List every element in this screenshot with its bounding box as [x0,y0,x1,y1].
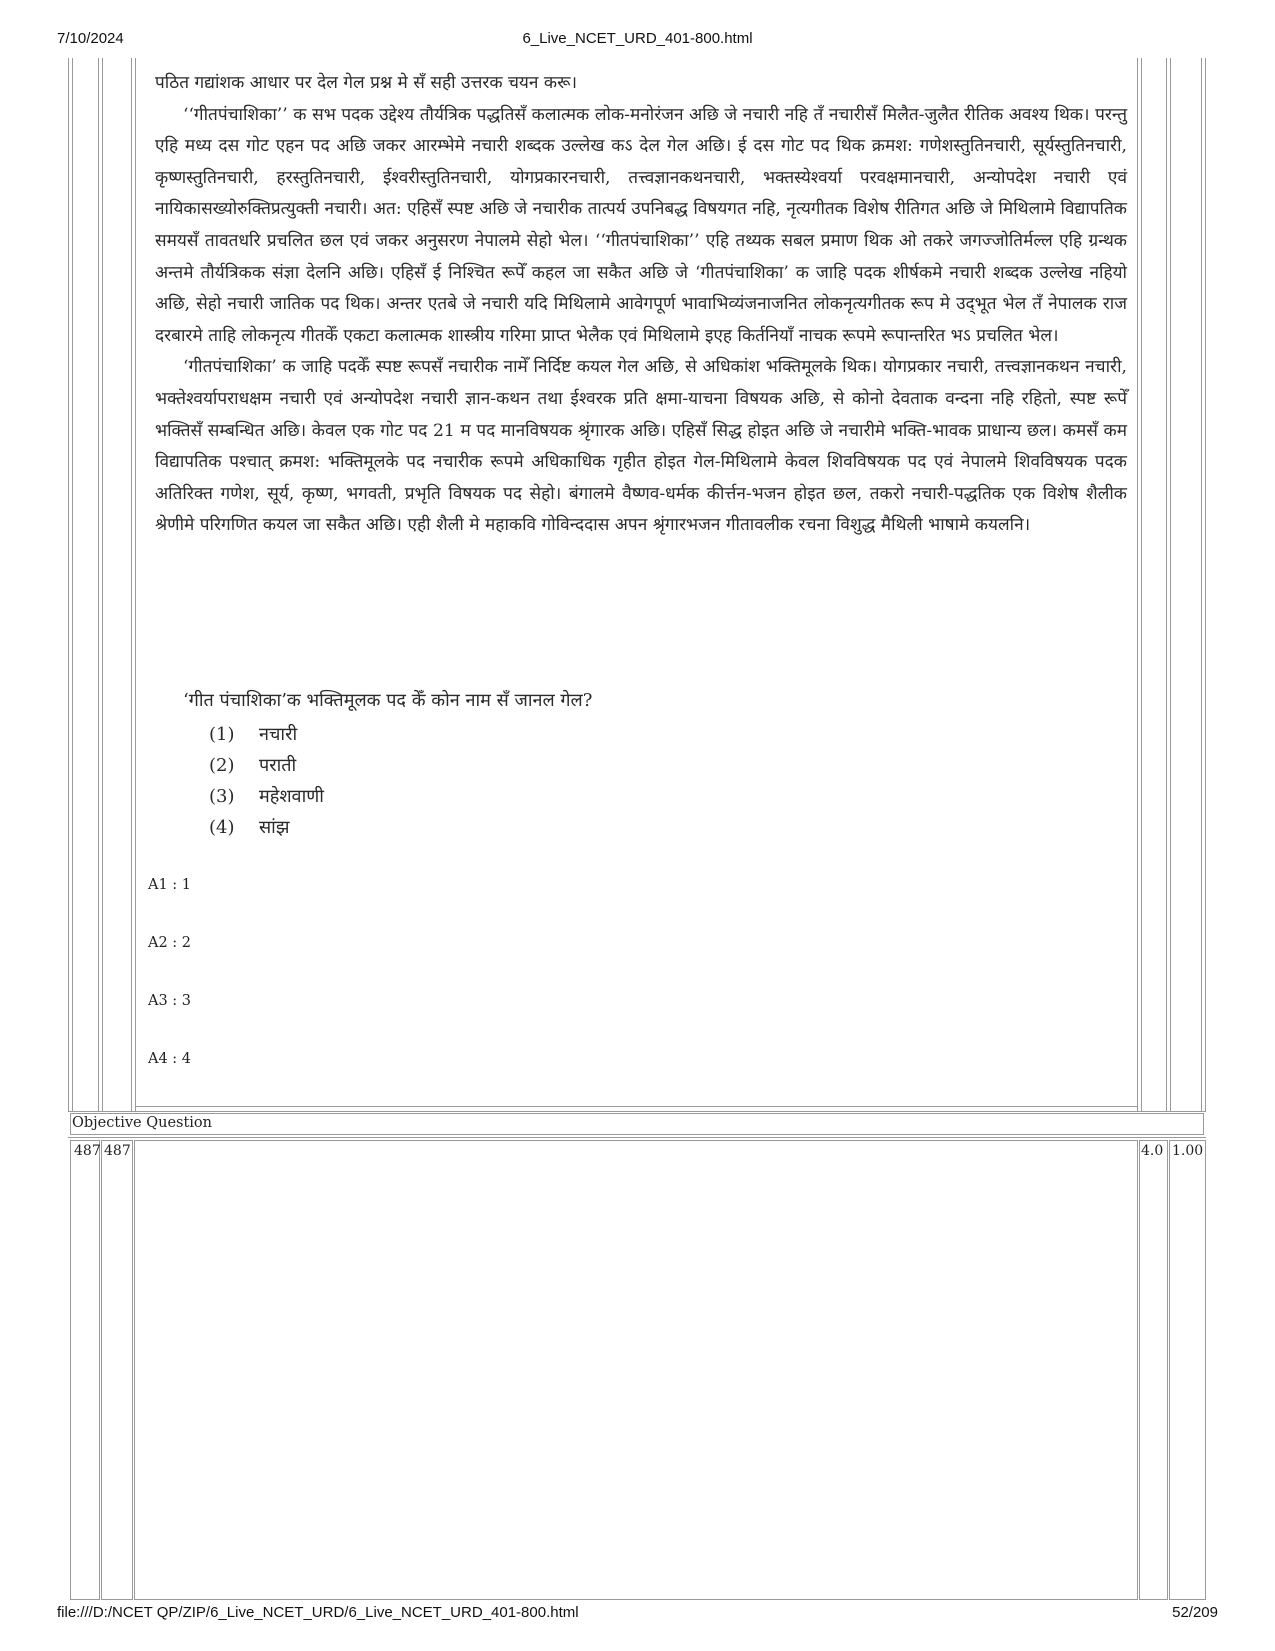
page-number: 52/209 [1172,1604,1218,1621]
option-text: नचारी [259,724,298,745]
table-border-line [1170,58,1171,1111]
table-border-line [102,58,103,1111]
marks-value: 4.0 [1141,1143,1164,1159]
option-item [209,722,297,746]
answer-key: A3 : 3 [148,993,192,1009]
passage-paragraph: ‘गीतपंचाशिका’ क जाहि पदकेँ स्पष्ट रूपसँ नचारीक नामेँ निर्दिष्ट कयल गेल अछि, से अधिकांश भक्तिमूलके थिक। योगप्रकार नचारी, तत्त्वज्ञानकथन नचारी, भक्तेश्वर्यापराधक्षम नचारी एवं अन्योपदेश नचारी ज्ञान-कथन तथा ईश्वरक प्रति क्षमा-याचना विषयक अछि, से कोनो देवताक वन्दना नहि रहितो, स्पष्ट रूपेँ भक्तिसँ सम्बन्धित अछि। केवल एक गोट पद 21 म पद मानविषयक श्रृंगारक अछि। एहिसँ सिद्ध होइत अछि जे नचारीमे भक्ति-भावक प्राधान्य छल। कमसँ कम विद्यापतिक पश्चात्‌ क्रमश: भक्तिमूलके पद नचारीक रूपमे अधिकाधिक गृहीत होइत गेल-मिथिलामे केवल शिवविषयक पद एवं नेपालमे शिवविषयक पदक अतिरिक्त गणेश, सूर्य, कृष्ण, भगवती, प्रभृति विषयक पद सेहो। बंगालमे वैष्णव-धर्मक कीर्त्तन-भजन होइत छल, तकरो नचारी-पद्धतिक एक विशेष शैलीक श्रेणीमे परिगणित कयल जा सकैत अछि। एही शैली मे महाकवि गोविन्ददास अपन श्रृंगारभजन गीतावलीक रचना विशुद्ध मैथिली भाषामे कयलनि। [155,357,1127,536]
print-date: 7/10/2024 [57,30,124,47]
serial-number: 487 [74,1143,101,1159]
negative-marks-value: 1.00 [1172,1143,1204,1159]
reading-passage [155,68,1127,542]
option-text: सांझ [259,817,290,838]
question-type-cell [70,1113,1204,1135]
table-border-line [1137,58,1138,1111]
file-path: file:///D:/NCET QP/ZIP/6_Live_NCET_URD/6_Live_NCET_URD_401-800.html [57,1604,579,1621]
passage-intro: पठित गद्यांशक आधार पर देल गेल प्रश्न मे सँ सही उत्तरक चयन करू। [155,73,577,93]
answer-key: A4 : 4 [148,1051,192,1067]
question-body-cell [134,1140,1138,1600]
table-border-line [98,58,99,1111]
table-border-line [135,58,136,1111]
option-text: पराती [259,755,297,776]
option-number: (2) [209,755,235,776]
table-border-line [131,58,132,1111]
serial-number-cell [70,1140,100,1600]
option-item [209,815,289,839]
marks-cell [1139,1140,1168,1600]
question-id-cell [101,1140,133,1600]
option-number: (3) [209,786,235,807]
table-border-line [68,58,69,1111]
table-border-line [135,1106,1137,1107]
answer-key: A2 : 2 [148,935,192,951]
table-border-line [1166,58,1167,1111]
question-type-label: Objective Question [72,1115,212,1131]
table-border-line [1205,58,1206,1111]
passage-paragraph: ‘‘गीतपंचाशिका’’ क सभ पदक उद्देश्य तौर्यत्रिक पद्धतिसँ कलात्मक लोक-मनोरंजन अछि जे नचारी नहि तँ नचारीसँ मिलैत-जुलैत रीतिक अवश्य थिक। परन्तु एहि मध्य दस गोट एहन पद अछि जकर आरम्भेमे नचारी शब्दक उल्लेख कऽ देल गेल अछि। ई दस गोट पद थिक क्रमश: गणेशस्तुतिनचारी, सूर्यस्तुतिनचारी, कृष्णस्तुतिनचारी, हरस्तुतिनचारी, ईश्वरीस्तुतिनचारी, योगप्रकारनचारी, तत्त्वज्ञानकथनचारी, भक्तस्येश्वर्या परवक्षमानचारी, अन्योपदेश नचारी एवं नायिकासख्योरुक्तिप्रत्युक्ती नचारी। अत: एहिसँ स्पष्ट अछि जे नचारीक तात्पर्य उपनिबद्ध विषयगत नहि, नृत्यगीतक विशेष रीतिगत अछि जे मिथिलामे विद्यापतिक समयसँ तावतधरि प्रचलित छल एवं जकर अनुसरण नेपालमे सेहो भेल। ‘‘गीतपंचाशिका’’ एहि तथ्यक सबल प्रमाण थिक ओ तकरे जगज्जोतिर्मल्ल एहि ग्रन्थक अन्तमे तौर्यत्रिकक संज्ञा देलनि अछि। एहिसँ ई निश्चित रूपेँ कहल जा सकैत अछि जे ‘गीतपंचाशिका’ क जाहि पदक शीर्षकमे नचारी शब्दक उल्लेख नहियो अछि, सेहो नचारी जातिक पद थिक। अन्तर एतबे जे नचारी यदि मिथिलामे आवेगपूर्ण भावाभिव्यंजनाजनित लोकनृत्यगीतक रूप मे उद्‌भूत भेल तँ नेपालक राज दरबारमे ताहि लोकनृत्य गीतकेँ एकटा कलात्मक शास्त्रीय गरिमा प्राप्त भेलैक एवं मिथिलामे इएह किर्तनियाँ नाचक रूपमे रूपान्तरित भऽ प्रचलित भेल। [155,104,1127,346]
document-title: 6_Live_NCET_URD_401-800.html [522,30,753,47]
option-number: (4) [209,817,235,838]
table-border-line [72,58,73,1111]
table-border-line [68,1137,1206,1138]
table-border-line [68,1111,1206,1112]
table-border-line [1201,58,1202,1111]
answer-key: A1 : 1 [148,877,192,893]
table-border-line [1141,58,1142,1111]
question-text: ‘गीत पंचाशिका’क भक्तिमूलक पद केँ कोन नाम सँ जानल गेल? [183,690,593,711]
option-number: (1) [209,724,235,745]
option-item [209,753,296,777]
option-text: महेशवाणी [259,786,324,807]
question-id: 487 [104,1143,131,1159]
option-item [209,784,324,808]
negative-marks-cell [1169,1140,1206,1600]
